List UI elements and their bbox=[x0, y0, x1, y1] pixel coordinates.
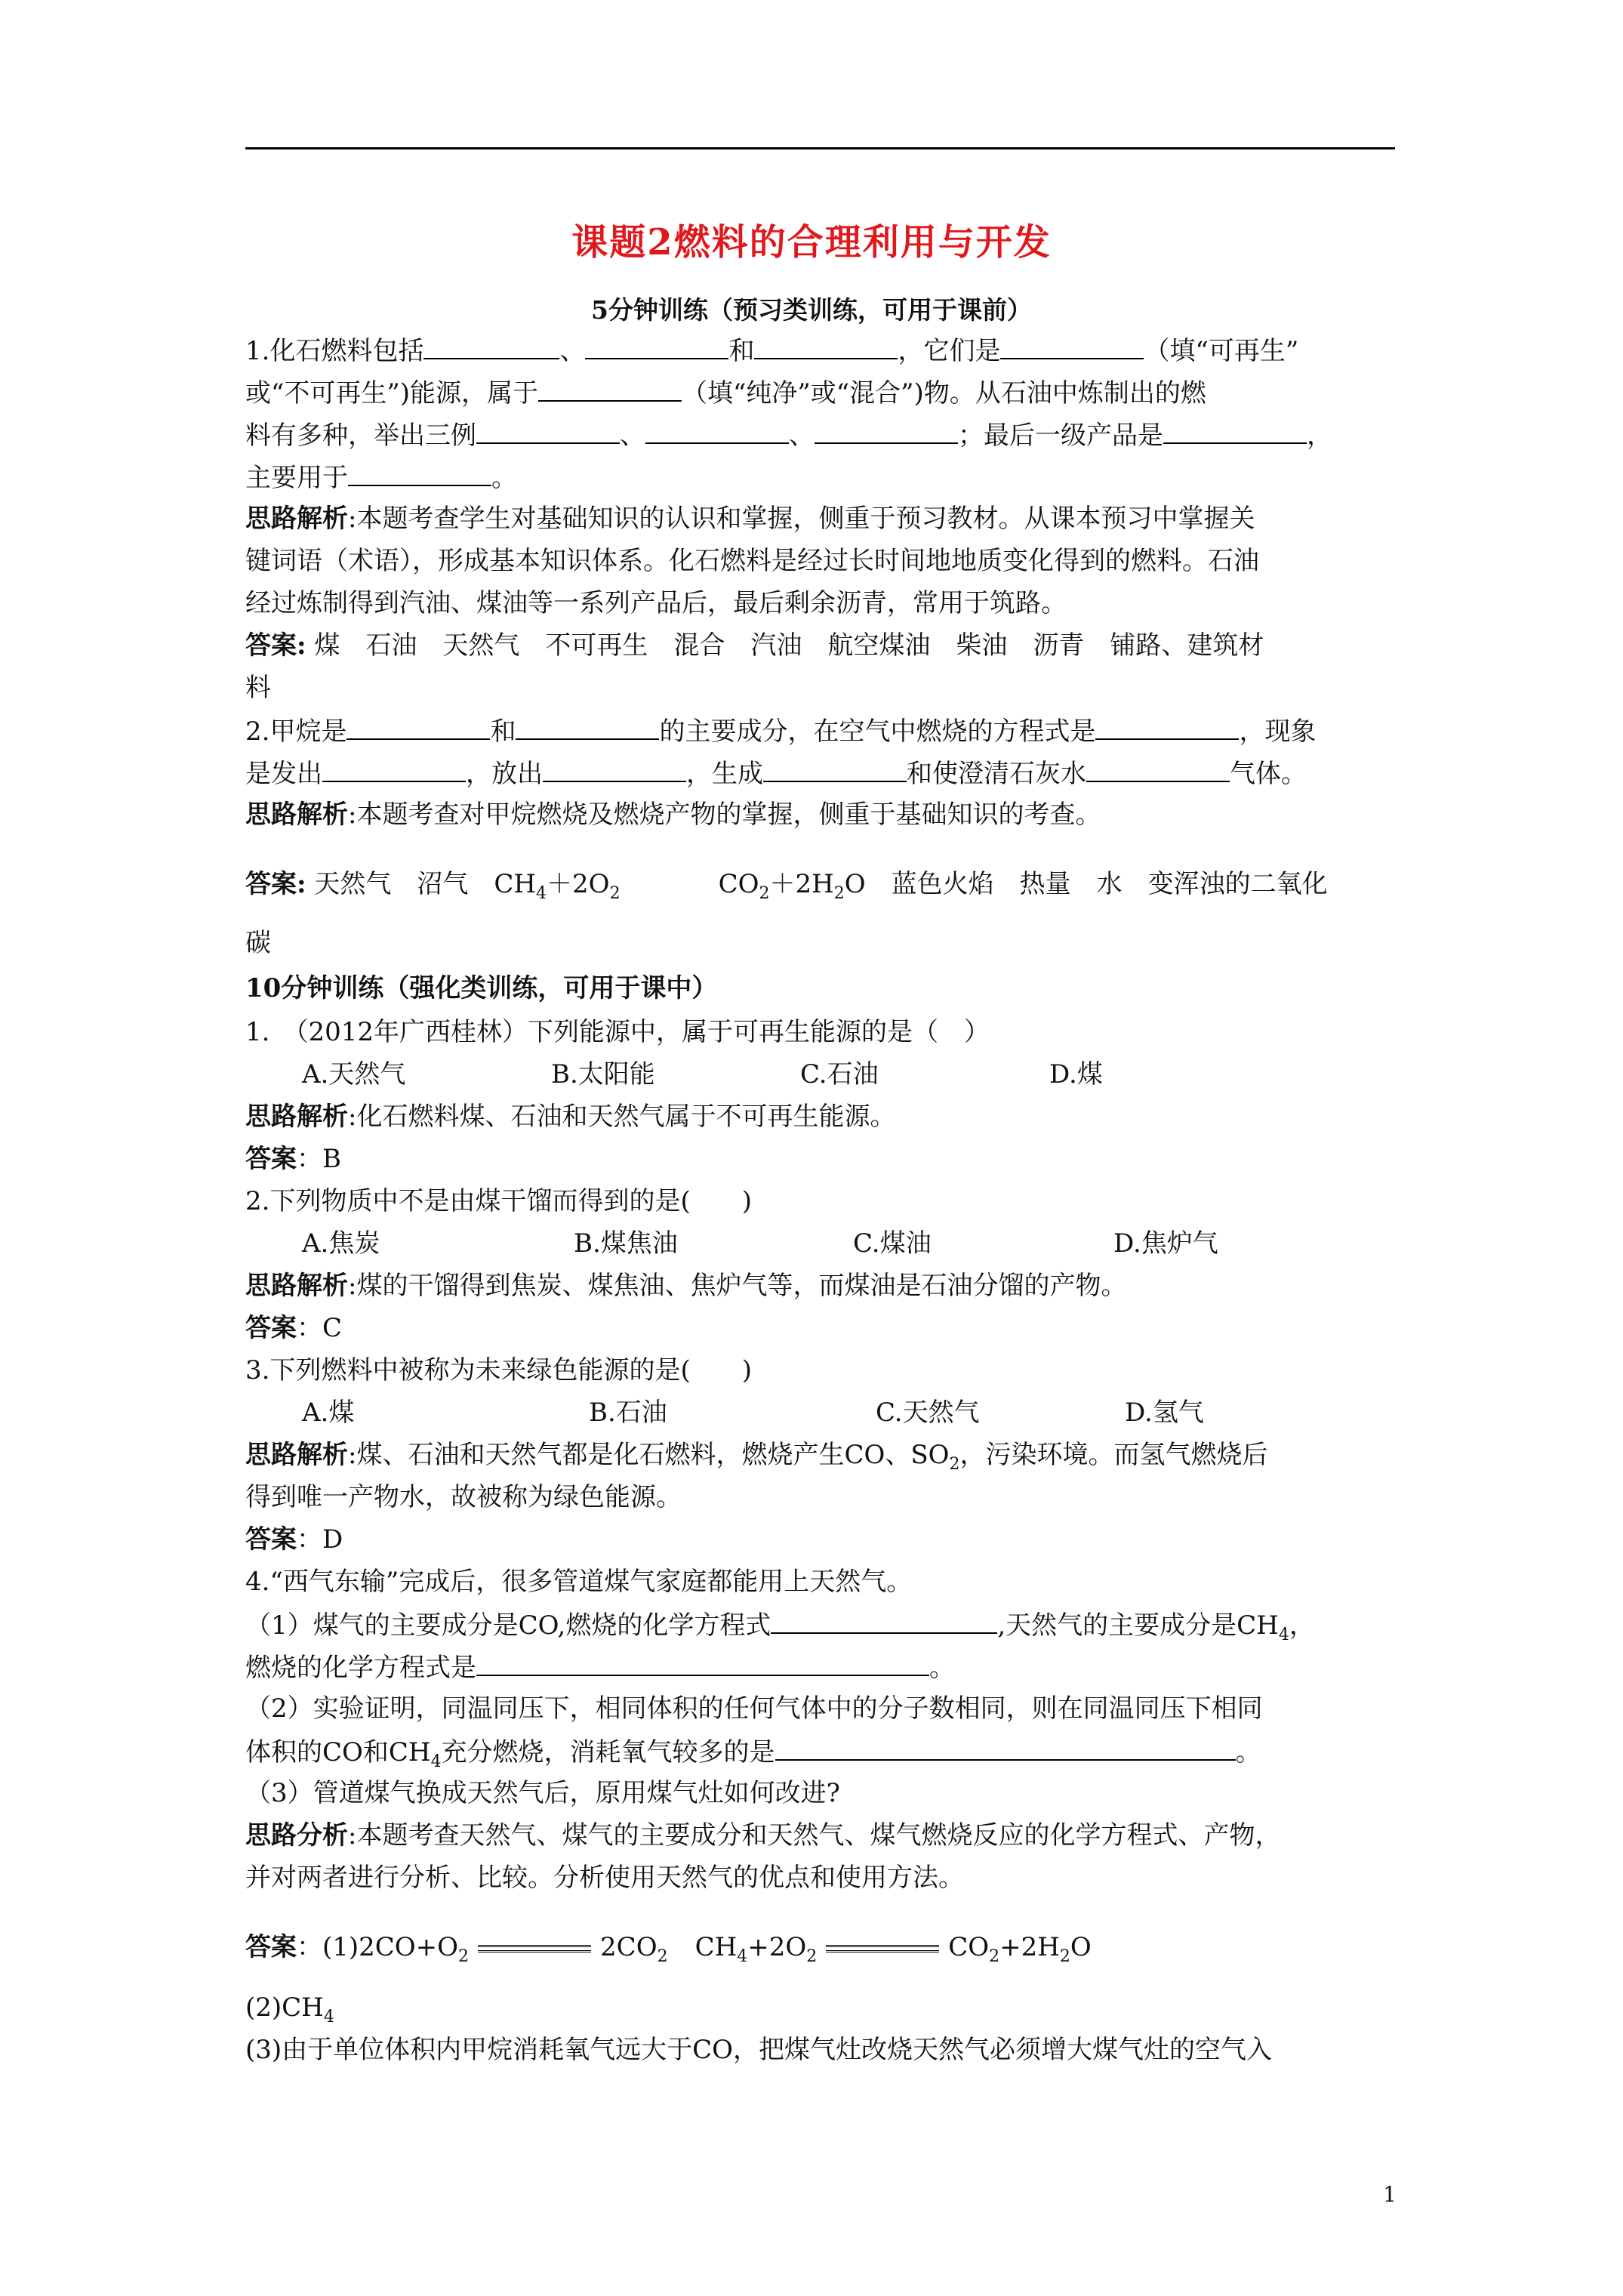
p4-sub2-line-1: （2）实验证明，同温同压下，相同体积的任何气体中的分子数相同，则在同温同压下相同 bbox=[245, 1693, 1263, 1724]
answer-blank[interactable] bbox=[346, 717, 490, 740]
answer-blank[interactable] bbox=[423, 337, 559, 359]
equation-sign bbox=[826, 1945, 939, 1952]
section-heading-10min: 10分钟训练（强化类训练，可用于课中） bbox=[245, 973, 718, 1003]
answer-blank[interactable] bbox=[516, 717, 659, 740]
p3-answer: 答案：D bbox=[245, 1524, 343, 1555]
answer-blank[interactable] bbox=[815, 421, 958, 444]
page-number: 1 bbox=[1383, 2182, 1397, 2207]
answer-blank[interactable] bbox=[1163, 421, 1307, 444]
option-a[interactable]: A.焦炭 bbox=[302, 1228, 380, 1259]
q1-analysis-line-3: 经过炼制得到汽油、煤油等一系列产品后，最后剩余沥青，常用于筑路。 bbox=[245, 588, 1067, 618]
answer-blank[interactable] bbox=[645, 421, 789, 444]
option-b[interactable]: B.石油 bbox=[589, 1398, 667, 1428]
answer-blank[interactable] bbox=[322, 760, 466, 782]
p4-stem: 4.“西气东输”完成后，很多管道煤气家庭都能用上天然气。 bbox=[245, 1567, 913, 1597]
p4-analysis-line-1: 思路分析:本题考查天然气、煤气的主要成分和天然气、煤气燃烧反应的化学方程式、产物， bbox=[245, 1820, 1281, 1851]
answer-blank[interactable] bbox=[775, 1738, 1236, 1761]
answer-blank[interactable] bbox=[476, 1653, 929, 1676]
p2-answer: 答案：C bbox=[245, 1313, 343, 1343]
p3-analysis-line-2: 得到唯一产物水，故被称为绿色能源。 bbox=[245, 1482, 682, 1512]
q2-analysis-line: 思路解析:本题考查对甲烷燃烧及燃烧产物的掌握，侧重于基础知识的考查。 bbox=[245, 800, 1101, 830]
p4-answer-line-3: (3)由于单位体积内甲烷消耗氧气远大于CO，把煤气灶改烧天然气必须增大煤气灶的空气入 bbox=[245, 2035, 1273, 2065]
answer-blank[interactable] bbox=[348, 464, 491, 486]
p2-stem: 2.下列物质中不是由煤干馏而得到的是( ) bbox=[245, 1186, 752, 1216]
q1-answer-line-2: 料 bbox=[245, 673, 271, 703]
q1-line-2: 或“不可再生”)能源，属于 （填“纯净”或“混合”)物。从石油中炼制出的燃 bbox=[245, 378, 1206, 408]
answer-blank[interactable] bbox=[763, 760, 907, 782]
p4-sub1-line-1: （1）煤气的主要成分是CO,燃烧的化学方程式 ,天然气的主要成分是$CH_4$， bbox=[245, 1610, 1315, 1644]
p1-options bbox=[302, 1059, 1103, 1089]
q1-line-3: 料有多种，举出三例 、 、 ；最后一级产品是 ， bbox=[245, 421, 1332, 451]
header-rule bbox=[245, 147, 1395, 149]
p1-stem: 1. （2012年广西桂林）下列能源中，属于可再生能源的是（ ） bbox=[245, 1017, 990, 1047]
answer-blank[interactable] bbox=[1095, 717, 1239, 740]
p4-answer-line-1: 答案：$(1)2CO+O_2$ $2CO_2$ $CH_4+2O_2$ $CO_2+2H_2O$ bbox=[245, 1932, 1092, 1966]
option-d[interactable]: D.氢气 bbox=[1125, 1398, 1204, 1428]
option-b[interactable]: B.煤焦油 bbox=[574, 1228, 678, 1259]
p2-options bbox=[302, 1228, 1218, 1259]
option-d[interactable]: D.焦炉气 bbox=[1113, 1228, 1218, 1259]
p3-analysis-line-1: 思路解析:煤、石油和天然气都是化石燃料，燃烧产生CO、$SO_2$，污染环境。而氢气燃烧后 bbox=[245, 1440, 1268, 1474]
q1-line-1: 1.化石燃料包括 、 和 ，它们是 （填“可再生” bbox=[245, 336, 1299, 366]
q2-answer-line-2: 碳 bbox=[245, 928, 271, 958]
q1-analysis-line-1: 思路解析:本题考查学生对基础知识的认识和掌握，侧重于预习教材。从课本预习中掌握关 bbox=[245, 504, 1255, 534]
p3-options bbox=[302, 1398, 1204, 1428]
option-c[interactable]: C.天然气 bbox=[876, 1398, 980, 1428]
p4-analysis-line-2: 并对两者进行分析、比较。分析使用天然气的优点和使用方法。 bbox=[245, 1863, 964, 1893]
q2-line-2: 是发出 ，放出 ，生成 和使澄清石灰水 气体。 bbox=[245, 759, 1307, 789]
q2-line-1: 2.甲烷是 和 的主要成分，在空气中燃烧的方程式是 ，现象 bbox=[245, 717, 1317, 747]
p4-sub2-line-2: 体积的CO和$CH_4$充分燃烧，消耗氧气较多的是 。 bbox=[245, 1737, 1261, 1771]
option-a[interactable]: A.天然气 bbox=[302, 1059, 406, 1089]
p4-sub1-line-2: 燃烧的化学方程式是 。 bbox=[245, 1653, 955, 1683]
q1-analysis-line-2: 键词语（术语），形成基本知识体系。化石燃料是经过长时间地地质变化得到的燃料。石油 bbox=[245, 546, 1259, 576]
p4-answer-line-2: $(2)CH_4$ bbox=[245, 1992, 334, 2026]
option-a[interactable]: A.煤 bbox=[302, 1398, 355, 1428]
option-d[interactable]: D.煤 bbox=[1049, 1059, 1103, 1089]
p2-analysis: 思路解析:煤的干馏得到焦炭、煤焦油、焦炉气等，而煤油是石油分馏的产物。 bbox=[245, 1271, 1127, 1301]
option-c[interactable]: C.石油 bbox=[800, 1059, 879, 1089]
q2-answer-line-1: 答案: 天然气 沼气 $CH_4+2O_2$ $CO_2+2H_2O$ 蓝色火焰 热量 水 变浑浊的二氧化 bbox=[245, 869, 1328, 903]
p3-stem: 3.下列燃料中被称为未来绿色能源的是( ) bbox=[245, 1355, 752, 1385]
q1-answer-line-1: 答案: 煤 石油 天然气 不可再生 混合 汽油 航空煤油 柴油 沥青 铺路、建筑材 bbox=[245, 630, 1264, 661]
option-b[interactable]: B.太阳能 bbox=[551, 1059, 655, 1089]
answer-blank[interactable] bbox=[543, 760, 686, 782]
answer-blank[interactable] bbox=[538, 379, 682, 402]
answer-blank[interactable] bbox=[1000, 337, 1144, 359]
page-title: 课题2燃料的合理利用与开发 bbox=[571, 221, 1052, 264]
section-heading-5min: 5分钟训练（预习类训练，可用于课前） bbox=[591, 295, 1032, 325]
answer-blank[interactable] bbox=[754, 337, 898, 359]
answer-blank[interactable] bbox=[1086, 760, 1230, 782]
answer-blank[interactable] bbox=[476, 421, 620, 444]
option-c[interactable]: C.煤油 bbox=[853, 1228, 932, 1259]
p4-sub3: （3）管道煤气换成天然气后，原用煤气灶如何改进? bbox=[245, 1778, 840, 1808]
q1-line-4: 主要用于 。 bbox=[245, 463, 517, 493]
p1-answer: 答案：B bbox=[245, 1144, 341, 1174]
answer-blank[interactable] bbox=[585, 337, 728, 359]
equation-sign bbox=[478, 1945, 591, 1952]
answer-blank[interactable] bbox=[771, 1611, 997, 1634]
p1-analysis: 思路解析:化石燃料煤、石油和天然气属于不可再生能源。 bbox=[245, 1102, 896, 1132]
